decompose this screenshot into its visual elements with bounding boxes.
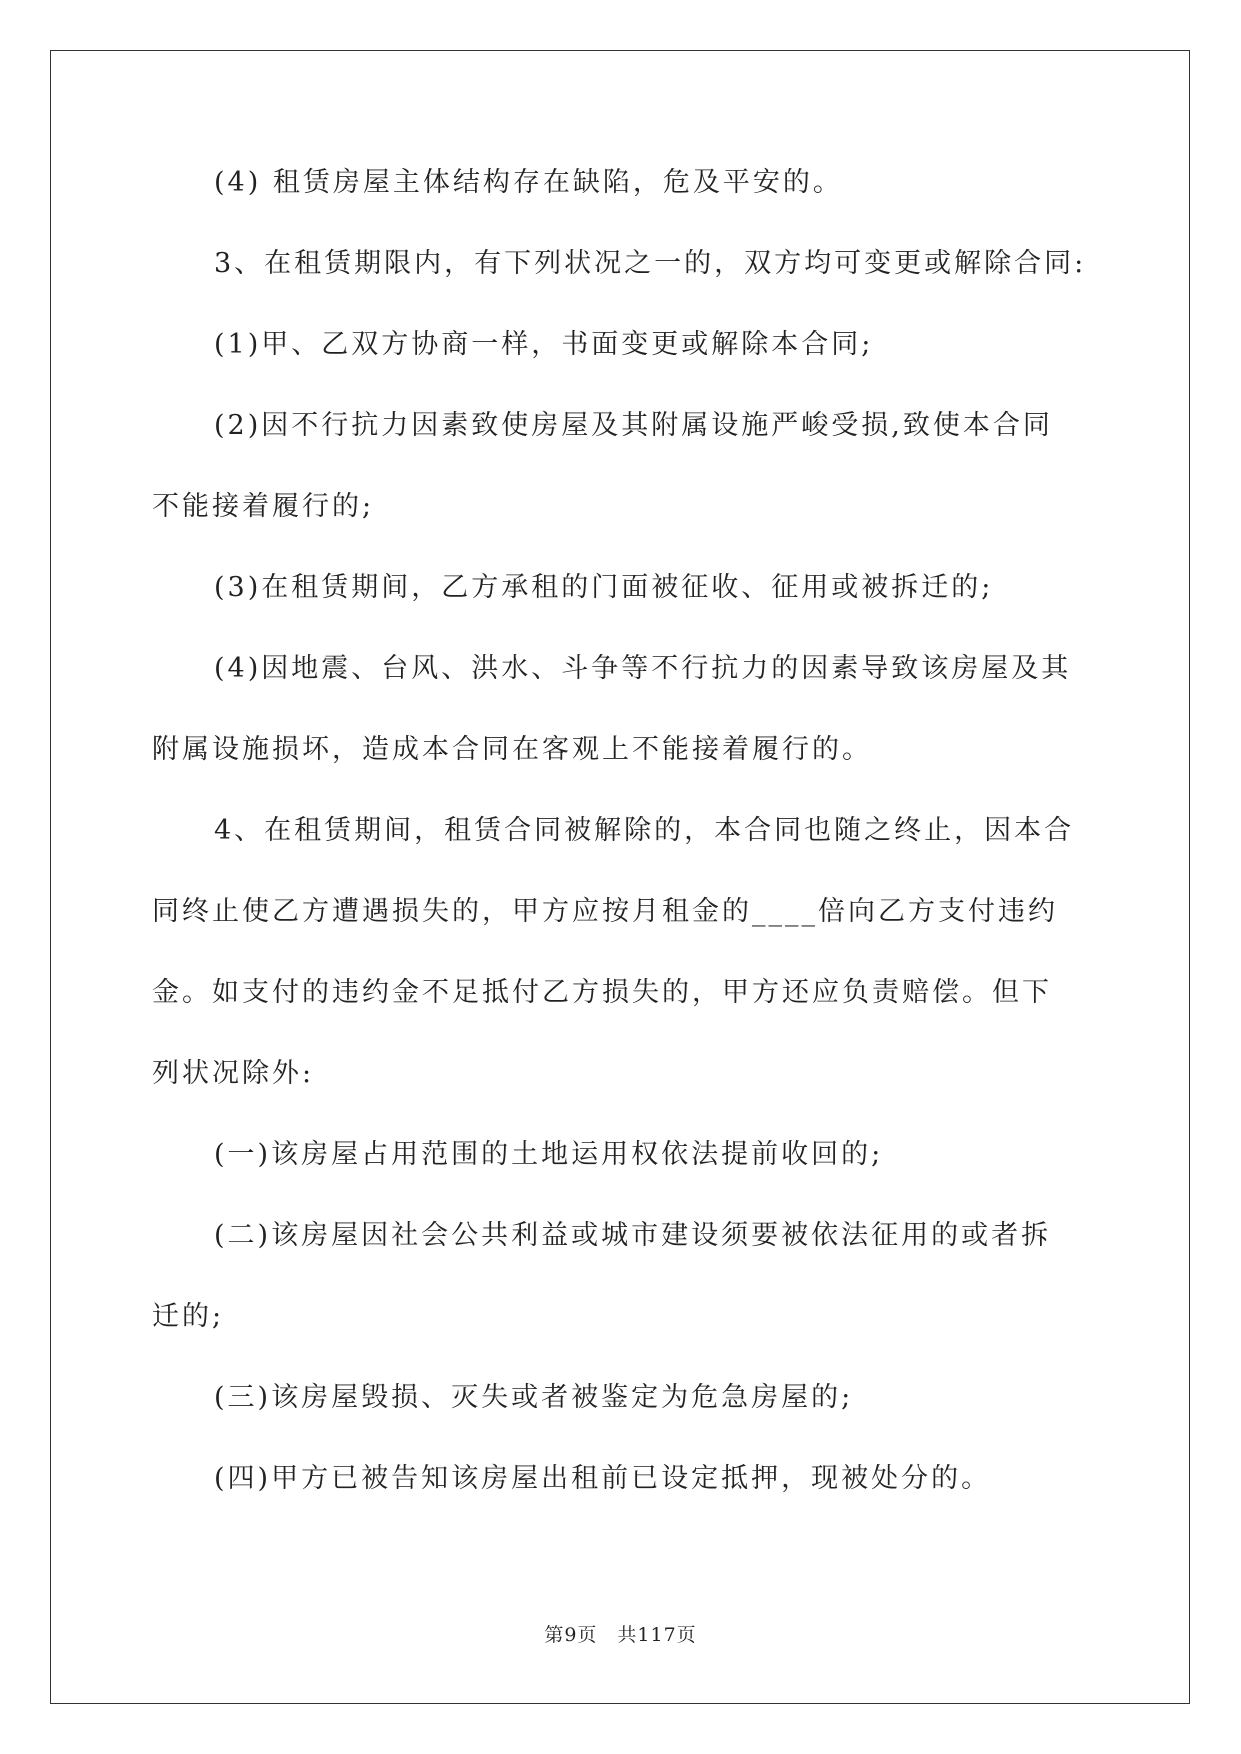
paragraph-line: (4)因地震、台风、洪水、斗争等不行抗力的因素导致该房屋及其 (214, 653, 1072, 684)
paragraph-line: (二)该房屋因社会公共利益或城市建设须要被依法征用的或者拆 (214, 1220, 1052, 1251)
paragraph-line: (四)甲方已被告知该房屋出租前已设定抵押，现被处分的。 (214, 1463, 992, 1494)
paragraph-line: 3、在租赁期限内，有下列状况之一的，双方均可变更或解除合同: (214, 248, 1087, 279)
paragraph-line: 同终止使乙方遭遇损失的，甲方应按月租金的____倍向乙方支付违约 (152, 896, 1058, 927)
paragraph-line: (2)因不行抗力因素致使房屋及其附属设施严峻受损,致使本合同 (214, 410, 1053, 441)
paragraph-line: (一)该房屋占用范围的土地运用权依法提前收回的; (214, 1139, 884, 1170)
paragraph-line: (4) 租赁房屋主体结构存在缺陷，危及平安的。 (214, 167, 843, 198)
paragraph-line: 金。如支付的违约金不足抵付乙方损失的，甲方还应负责赔偿。但下 (152, 977, 1052, 1008)
page-number-footer: 第9页 共117页 (544, 1624, 697, 1646)
paragraph-line: 附属设施损坏，造成本合同在客观上不能接着履行的。 (152, 734, 872, 765)
paragraph-line: (三)该房屋毁损、灭失或者被鉴定为危急房屋的; (214, 1382, 854, 1413)
paragraph-line: (3)在租赁期间，乙方承租的门面被征收、征用或被拆迁的; (214, 572, 994, 603)
paragraph-line: 迁的; (152, 1301, 225, 1332)
paragraph-line: 4、在租赁期间，租赁合同被解除的，本合同也随之终止，因本合 (214, 815, 1075, 846)
paragraph-line: 列状况除外: (152, 1058, 315, 1089)
paragraph-line: 不能接着履行的; (152, 491, 375, 522)
paragraph-line: (1)甲、乙双方协商一样，书面变更或解除本合同; (214, 329, 874, 360)
